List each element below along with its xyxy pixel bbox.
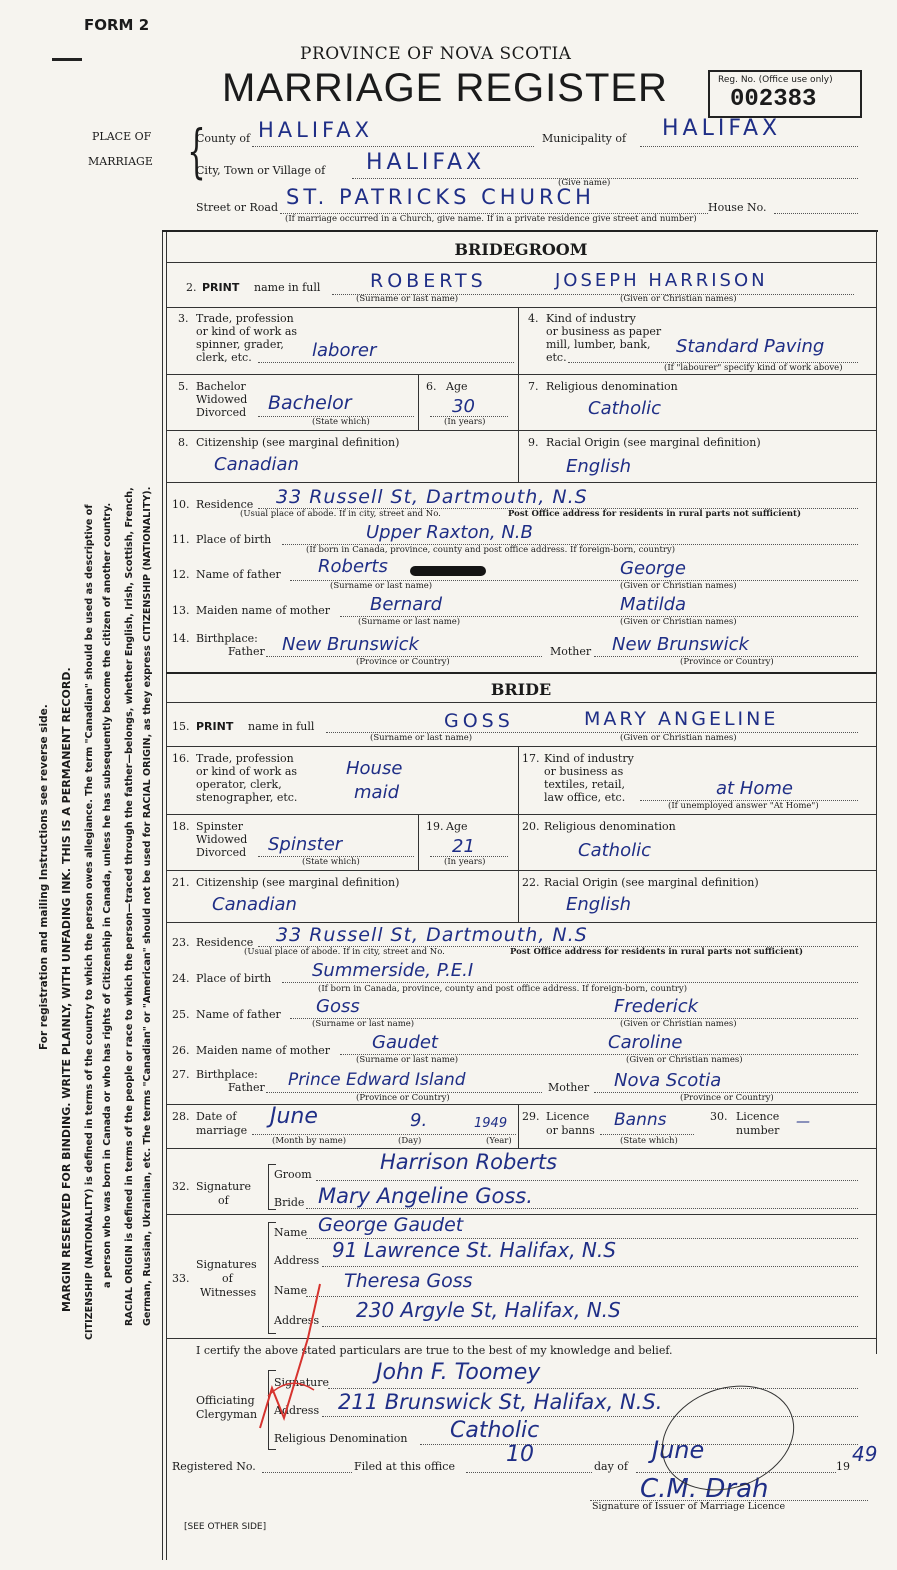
frame-right <box>876 230 877 1354</box>
s-num-33: 33. <box>172 1272 190 1285</box>
g-num-7: 7. <box>528 380 539 393</box>
b-mother-given: Caroline <box>608 1032 683 1053</box>
b-trade-l2: or kind of work as <box>196 765 298 778</box>
b-num-24: 24. <box>172 972 190 985</box>
g-given-hint: (Given or Christian names) <box>620 294 737 304</box>
s-w1-address-label: Address <box>274 1254 320 1267</box>
g-surname-hint: (Surname or last name) <box>356 294 459 304</box>
m-licence-l1: Licence <box>546 1110 590 1123</box>
f-filed-line <box>466 1472 592 1473</box>
g-father-surname-hint: (Surname or last name) <box>330 581 433 591</box>
b-rule-2 <box>166 746 876 747</box>
m-rule-end <box>166 1148 876 1149</box>
b-surname-hint: (Surname or last name) <box>370 733 473 743</box>
g-trade-l3: spinner, grader, <box>196 338 284 351</box>
b-trade-l4: stenographer, etc. <box>196 791 298 804</box>
margin-binding-note: MARGIN RESERVED FOR BINDING. WRITE PLAINLY, WITH UNFADING INK. THIS IS A PERMANENT RECORD. <box>60 667 73 1312</box>
b-bp-mother: Nova Scotia <box>614 1070 722 1091</box>
g-bp-father: New Brunswick <box>282 634 419 655</box>
g-age-label: Age <box>446 380 468 393</box>
margin-citizenship-def-1: CITIZENSHIP (NATIONALITY) is defined in terms of the country to which the person owes allegiance. The term "Canadian" should be used as descriptive of <box>84 504 95 1340</box>
g-num-11: 11. <box>172 533 190 546</box>
b-age-value: 21 <box>452 836 475 857</box>
g-num-13: 13. <box>172 604 190 617</box>
street-value: ST. PATRICKS CHURCH <box>286 185 595 209</box>
b-mother-surname-hint: (Surname or last name) <box>356 1055 459 1065</box>
g-mother-given-hint: (Given or Christian names) <box>620 617 737 627</box>
g-racial-value: English <box>566 456 631 477</box>
give-name-hint: (Give name) <box>558 178 611 188</box>
s-w1-name: George Gaudet <box>318 1214 464 1236</box>
g-father-given-hint: (Given or Christian names) <box>620 581 737 591</box>
bridegroom-heading: BRIDEGROOM <box>454 240 588 259</box>
m-day: 9. <box>410 1110 428 1131</box>
b-num-27: 27. <box>172 1068 190 1081</box>
g-father-label: Name of father <box>196 568 281 581</box>
s-w2-name: Theresa Goss <box>344 1270 473 1292</box>
g-age-value: 30 <box>452 396 475 417</box>
b-trade-value-1: House <box>346 758 403 779</box>
g-trade-line <box>258 362 514 363</box>
b-ind-l3: textiles, retail, <box>544 778 626 791</box>
b-father-surname-hint: (Surname or last name) <box>312 1019 415 1029</box>
g-col-divider-3 <box>518 430 519 482</box>
g-bp-label: Birthplace: <box>196 632 258 645</box>
b-status-value: Spinster <box>268 834 343 855</box>
b-mother-given-hint: (Given or Christian names) <box>626 1055 743 1065</box>
g-num-10: 10. <box>172 498 190 511</box>
g-birth-value: Upper Raxton, N.B <box>366 522 533 543</box>
b-num-17: 17. <box>522 752 540 765</box>
b-bp-father-hint: (Province or Country) <box>356 1093 450 1103</box>
g-status-value: Bachelor <box>268 392 352 414</box>
b-residence-value: 33 Russell St, Dartmouth, N.S <box>276 924 588 946</box>
b-father-surname: Goss <box>316 996 360 1017</box>
s-w1-address-line <box>322 1266 858 1267</box>
g-name-label: name in full <box>254 281 321 294</box>
f-issuer-label: Signature of Issuer of Marriage Licence <box>592 1501 786 1512</box>
b-bp-mother-label: Mother <box>548 1081 590 1094</box>
c-address: 211 Brunswick St, Halifax, N.S. <box>338 1390 663 1414</box>
b-religion-label: Religious denomination <box>544 820 676 833</box>
g-status-l1: Bachelor <box>196 380 246 393</box>
b-racial-value: English <box>566 894 631 915</box>
c-signature: John F. Toomey <box>376 1360 541 1385</box>
g-num-14: 14. <box>172 632 190 645</box>
punch-mark <box>52 58 82 61</box>
b-trade-l3: operator, clerk, <box>196 778 282 791</box>
b-trade-l1: Trade, profession <box>196 752 294 765</box>
g-bp-father-label: Father <box>228 645 265 658</box>
margin-racial-def-1: RACIAL ORIGIN is defined in terms of the people or race to which the person—traced through the father—belongs, whether English, Irish, Scottish, French, <box>124 487 135 1326</box>
g-col-divider-2 <box>518 374 519 430</box>
g-bp-father-hint: (Province or Country) <box>356 657 450 667</box>
s-w2-address-label: Address <box>274 1314 320 1327</box>
b-num-18: 18. <box>172 820 190 833</box>
house-line <box>774 213 858 214</box>
g-residence-hint-b: Post Office address for residents in rural parts not sufficient) <box>508 509 801 519</box>
m-year: 1949 <box>474 1116 508 1131</box>
g-residence-hint-a: (Usual place of abode. If in city, street and No. <box>240 509 441 519</box>
b-rule-4 <box>166 870 876 871</box>
b-ind-l2: or business as <box>544 765 624 778</box>
m-year-hint: (Year) <box>486 1136 512 1146</box>
b-bp-father-label: Father <box>228 1081 265 1094</box>
g-num-5: 5. <box>178 380 189 393</box>
b-bp-label: Birthplace: <box>196 1068 258 1081</box>
county-label: County of <box>196 132 251 145</box>
municipality-value: HALIFAX <box>662 116 782 141</box>
g-rule-4 <box>166 430 876 431</box>
g-ind-value: Standard Paving <box>676 336 825 357</box>
s-bride-signature: Mary Angeline Goss. <box>318 1184 533 1208</box>
m-date-l1: Date of <box>196 1110 237 1123</box>
s-bride-line <box>306 1208 858 1209</box>
g-citizenship-value: Canadian <box>214 454 299 475</box>
g-ind-l4: etc. <box>546 351 567 364</box>
f-registered-line <box>262 1472 352 1473</box>
g-ind-hint: (If "labourer" specify kind of work above) <box>664 363 843 373</box>
g-ind-l2: or business as paper <box>546 325 662 338</box>
b-num-15: 15. <box>172 720 190 733</box>
g-rule-3 <box>166 374 876 375</box>
g-col-divider-1 <box>518 307 519 374</box>
reg-number-box <box>708 70 862 118</box>
g-trade-l2: or kind of work as <box>196 325 298 338</box>
c-off-l2: Clergyman <box>196 1408 258 1421</box>
b-mother-label: Maiden name of mother <box>196 1044 331 1057</box>
f-issuer-signature: C.M. Drah <box>640 1474 769 1504</box>
g-rule-end <box>166 672 876 674</box>
c-certify: I certify the above stated particulars are true to the best of my knowledge and belief. <box>196 1344 673 1357</box>
f-day-of: day of <box>594 1460 629 1473</box>
m-date-line <box>252 1134 516 1135</box>
page-title: MARRIAGE REGISTER <box>222 66 668 110</box>
g-mother-label: Maiden name of mother <box>196 604 331 617</box>
g-trade-value: laborer <box>312 340 377 361</box>
city-label: City, Town or Village of <box>196 164 326 177</box>
g-residence-label: Residence <box>196 498 254 511</box>
g-num-6: 6. <box>426 380 437 393</box>
b-rule-5 <box>166 922 876 923</box>
g-residence-value: 33 Russell St, Dartmouth, N.S <box>276 486 588 508</box>
b-in-years: (In years) <box>444 857 486 867</box>
m-num-29: 29. <box>522 1110 540 1123</box>
b-num-21: 21. <box>172 876 190 889</box>
c-address-label: Address <box>274 1404 320 1417</box>
g-print-label: PRINT <box>202 281 240 294</box>
g-trade-l4: clerk, etc. <box>196 351 252 364</box>
m-lnum-l2: number <box>736 1124 780 1137</box>
f-filed-month: June <box>652 1436 705 1464</box>
g-status-l2: Widowed <box>196 393 248 406</box>
s-w2-name-label: Name <box>274 1284 308 1297</box>
b-racial-label: Racial Origin (see marginal definition) <box>544 876 759 889</box>
g-state-which: (State which) <box>312 417 370 427</box>
m-day-hint: (Day) <box>398 1136 422 1146</box>
m-licence-value: Banns <box>614 1110 667 1130</box>
m-month: June <box>270 1104 318 1129</box>
g-birth-hint: (If born in Canada, province, county and post office address. If foreign-born, country) <box>306 545 676 555</box>
s-groom-label: Groom <box>274 1168 312 1181</box>
b-religion-value: Catholic <box>578 840 651 861</box>
s-sig-l2: of <box>218 1194 229 1207</box>
b-rule-1 <box>166 702 876 703</box>
frame-top <box>162 230 878 232</box>
b-num-20: 20. <box>522 820 540 833</box>
street-note: (If marriage occurred in a Church, give name. If in a private residence give street and number) <box>285 214 697 224</box>
m-num-28: 28. <box>172 1110 190 1123</box>
f-filed-day: 10 <box>506 1442 534 1467</box>
b-birth-line <box>282 982 858 983</box>
s-w1-address: 91 Lawrence St. Halifax, N.S <box>332 1238 616 1262</box>
reg-label: Reg. No. (Office use only) <box>718 75 833 85</box>
b-status-l3: Divorced <box>196 846 247 859</box>
b-residence-hint-a: (Usual place of abode. If in city, street and No. <box>244 947 445 957</box>
margin-instruction: For registration and mailing Instructions see reverse side. <box>38 704 50 1050</box>
s-wit-l3: Witnesses <box>200 1286 257 1299</box>
b-ind-l4: law office, etc. <box>544 791 626 804</box>
s-groom-signature: Harrison Roberts <box>380 1150 558 1174</box>
municipality-line <box>640 146 858 147</box>
g-citizenship-label: Citizenship (see marginal definition) <box>196 436 400 449</box>
c-signature-label: Signature <box>274 1376 330 1389</box>
b-father-given: Frederick <box>614 996 699 1017</box>
s-groom-line <box>316 1180 858 1181</box>
g-religion-label: Religious denomination <box>546 380 678 393</box>
reg-number: 002383 <box>730 86 817 113</box>
s-num-32: 32. <box>172 1180 190 1193</box>
b-status-l2: Widowed <box>196 833 248 846</box>
b-surname: GOSS <box>444 710 514 732</box>
b-given-hint: (Given or Christian names) <box>620 733 737 743</box>
b-birth-value: Summerside, P.E.I <box>312 960 474 981</box>
c-denom: Catholic <box>450 1418 540 1443</box>
c-denom-line <box>420 1444 858 1445</box>
g-num-8: 8. <box>178 436 189 449</box>
b-citizenship-label: Citizenship (see marginal definition) <box>196 876 400 889</box>
marriage-label: MARRIAGE <box>88 155 153 168</box>
g-status-l3: Divorced <box>196 406 247 419</box>
g-ind-l1: Kind of industry <box>546 312 636 325</box>
m-licence-l2: or banns <box>546 1124 595 1137</box>
b-ind-value: at Home <box>716 778 793 799</box>
b-num-25: 25. <box>172 1008 190 1021</box>
b-state-which: (State which) <box>302 857 360 867</box>
g-given: JOSEPH HARRISON <box>555 270 768 291</box>
g-mother-surname-hint: (Surname or last name) <box>358 617 461 627</box>
g-mother-given: Matilda <box>620 594 687 615</box>
g-bp-mother-hint: (Province or Country) <box>680 657 774 667</box>
g-num-4: 4. <box>528 312 539 325</box>
m-licence-hint: (State which) <box>620 1136 678 1146</box>
city-value: HALIFAX <box>366 150 486 175</box>
f-filed-label: Filed at this office <box>354 1460 455 1473</box>
s-w1-name-label: Name <box>274 1226 308 1239</box>
see-other-side: [SEE OTHER SIDE] <box>184 1522 267 1532</box>
m-lnum-value: — <box>796 1114 810 1130</box>
g-col-divider-age-l <box>418 374 419 430</box>
b-ind-hint: (If unemployed answer "At Home") <box>668 801 819 811</box>
house-label: House No. <box>708 201 767 214</box>
g-rule-2 <box>166 307 876 308</box>
s-wit-l1: Signatures <box>196 1258 257 1271</box>
b-father-label: Name of father <box>196 1008 281 1021</box>
b-col-divider-3 <box>518 870 519 922</box>
b-ind-l1: Kind of industry <box>544 752 634 765</box>
b-birth-label: Place of birth <box>196 972 272 985</box>
b-col-divider-1 <box>518 746 519 814</box>
g-father-given: George <box>620 558 686 579</box>
b-citizenship-value: Canadian <box>212 894 297 915</box>
m-month-hint: (Month by name) <box>272 1136 347 1146</box>
s-w2-address: 230 Argyle St, Halifax, N.S <box>356 1298 621 1322</box>
province-heading: PROVINCE OF NOVA SCOTIA <box>300 44 572 64</box>
m-licence-line <box>600 1134 694 1135</box>
s-wit-l2: of <box>222 1272 233 1285</box>
g-bp-mother-label: Mother <box>550 645 592 658</box>
red-check-mark <box>250 1278 330 1438</box>
b-residence-hint-b: Post Office address for residents in rural parts not sufficient) <box>510 947 803 957</box>
county-line <box>252 146 534 147</box>
f-year-prefix: 19 <box>836 1460 850 1473</box>
b-father-given-hint: (Given or Christian names) <box>620 1019 737 1029</box>
g-mother-surname: Bernard <box>370 594 443 615</box>
m-col-divider-1 <box>518 1104 519 1148</box>
m-date-l2: marriage <box>196 1124 248 1137</box>
g-num-9: 9. <box>528 436 539 449</box>
b-bp-mother-hint: (Province or Country) <box>680 1093 774 1103</box>
form-number: FORM 2 <box>84 16 150 34</box>
b-mother-surname: Gaudet <box>372 1032 438 1053</box>
b-trade-value-2: maid <box>354 782 399 803</box>
b-bp-father: Prince Edward Island <box>288 1070 466 1090</box>
g-bp-mother: New Brunswick <box>612 634 749 655</box>
g-religion-value: Catholic <box>588 398 661 419</box>
frame-left-1 <box>162 230 163 1560</box>
s-w2-name-line <box>306 1296 858 1297</box>
b-num-23: 23. <box>172 936 190 949</box>
b-name-label: name in full <box>248 720 315 733</box>
g-trade-l1: Trade, profession <box>196 312 294 325</box>
b-num-19: 19. <box>426 820 444 833</box>
place-brace: { <box>187 117 206 185</box>
g-father-surname: Roberts <box>318 556 388 577</box>
b-col-divider-2 <box>518 814 519 870</box>
s-bride-label: Bride <box>274 1196 305 1209</box>
g-num-3: 3. <box>178 312 189 325</box>
g-surname: ROBERTS <box>370 270 487 292</box>
s-sig-l1: Signature <box>196 1180 252 1193</box>
b-birth-hint: (If born in Canada, province, county and post office address. If foreign-born, country) <box>318 984 688 994</box>
m-num-30: 30. <box>710 1110 728 1123</box>
municipality-label: Municipality of <box>542 132 627 145</box>
g-birth-label: Place of birth <box>196 533 272 546</box>
g-rule-1 <box>166 262 876 263</box>
g-racial-label: Racial Origin (see marginal definition) <box>546 436 761 449</box>
b-col-divider-age-l <box>418 814 419 870</box>
f-filed-year: 49 <box>852 1442 878 1466</box>
redaction-mark <box>410 566 486 576</box>
b-given: MARY ANGELINE <box>584 708 779 730</box>
b-num-22: 22. <box>522 876 540 889</box>
s-rule-1 <box>166 1214 876 1215</box>
f-registered-label: Registered No. <box>172 1460 256 1473</box>
g-num-12: 12. <box>172 568 190 581</box>
margin-citizenship-def-2: a person who was born in Canada or who has rights of Citizenship in Canada, unless he has subsequently become the citizen of another country. <box>102 502 113 1288</box>
place-of-label: PLACE OF <box>92 130 152 143</box>
county-value: HALIFAX <box>258 118 373 142</box>
g-ind-l3: mill, lumber, bank, <box>546 338 651 351</box>
b-num-16: 16. <box>172 752 190 765</box>
b-age-label: Age <box>446 820 468 833</box>
street-label: Street or Road <box>196 201 279 214</box>
c-denom-label: Religious Denomination <box>274 1432 408 1445</box>
m-lnum-l1: Licence <box>736 1110 780 1123</box>
g-num-2: 2. <box>186 281 197 294</box>
s-w2-address-line <box>322 1326 858 1327</box>
b-rule-3 <box>166 814 876 815</box>
g-rule-5 <box>166 482 876 483</box>
b-residence-label: Residence <box>196 936 254 949</box>
b-num-26: 26. <box>172 1044 190 1057</box>
c-signature-line <box>328 1388 858 1389</box>
bride-heading: BRIDE <box>490 680 552 699</box>
b-status-l1: Spinster <box>196 820 244 833</box>
g-in-years: (In years) <box>444 417 486 427</box>
b-print-label: PRINT <box>196 720 234 733</box>
margin-racial-def-2: German, Russian, Ukrainian, etc. The terms "Canadian" or "American" should not be used for RACIAL ORIGIN, as they express CITIZENSHIP (NATIONALITY). <box>142 486 153 1326</box>
c-off-l1: Officiating <box>196 1394 255 1407</box>
